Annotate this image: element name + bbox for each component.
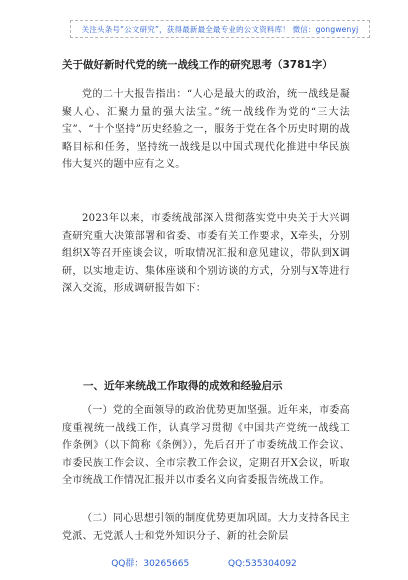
footer-qq-number: QQ:535304092 [228, 559, 297, 569]
intro-paragraph-2: 2023年以来，市委统战部深入贯彻落实党中央关于大兴调查研究重大决策部署和省委、市委有关工作要求，X牵头，分别组织X等召开座谈会议，听取情况汇报和意见建议，带队到X调研，以实地走访、集体座谈和个别访谈的方式，分别与X等进行深入交流，形成调研报告如下： [62, 213, 350, 294]
footer-contacts [0, 556, 408, 569]
section1-paragraph-2: （二）同心思想引领的制度优势更加巩固。大力支持各民主党派、无党派人士和党外知识分子、新的社会阶层 [62, 513, 350, 542]
section-heading-1: 一、近年来统战工作取得的成效和经验启示 [83, 380, 283, 392]
section1-paragraph-1: （一）党的全面领导的政治优势更加坚强。近年来，市委高度重视统一战线工作，认真学习贯彻《中国共产党统一战线工作条例》（以下简称《条例》），先后召开了市委统战工作会议、市委民族工作会议、全市宗教工作会议，定期召开X会议，听取全市统战工作情况汇报并以市委名义向省委报告统战工作。 [62, 405, 350, 486]
footer-qq-group: QQ群：30265665 [111, 559, 190, 569]
promo-banner: 关注头条号“公文研究”，获得最新最全最专业的公文资料库！ 微信：gongwenyj [70, 20, 370, 38]
intro-paragraph-1: 党的二十大报告指出：“人心是最大的政治，统一战线是凝聚人心、汇聚力量的强大法宝。”统一战线作为党的“三大法宝”、“十个坚持”历史经验之一，服务于党在各个历史时期的战略目标和任务，坚持统一战线是以中国式现代化推进中华民族伟大复兴的题中应有之义。 [62, 89, 350, 170]
document-title: 关于做好新时代党的统一战线工作的研究思考（3781字） [62, 59, 333, 71]
